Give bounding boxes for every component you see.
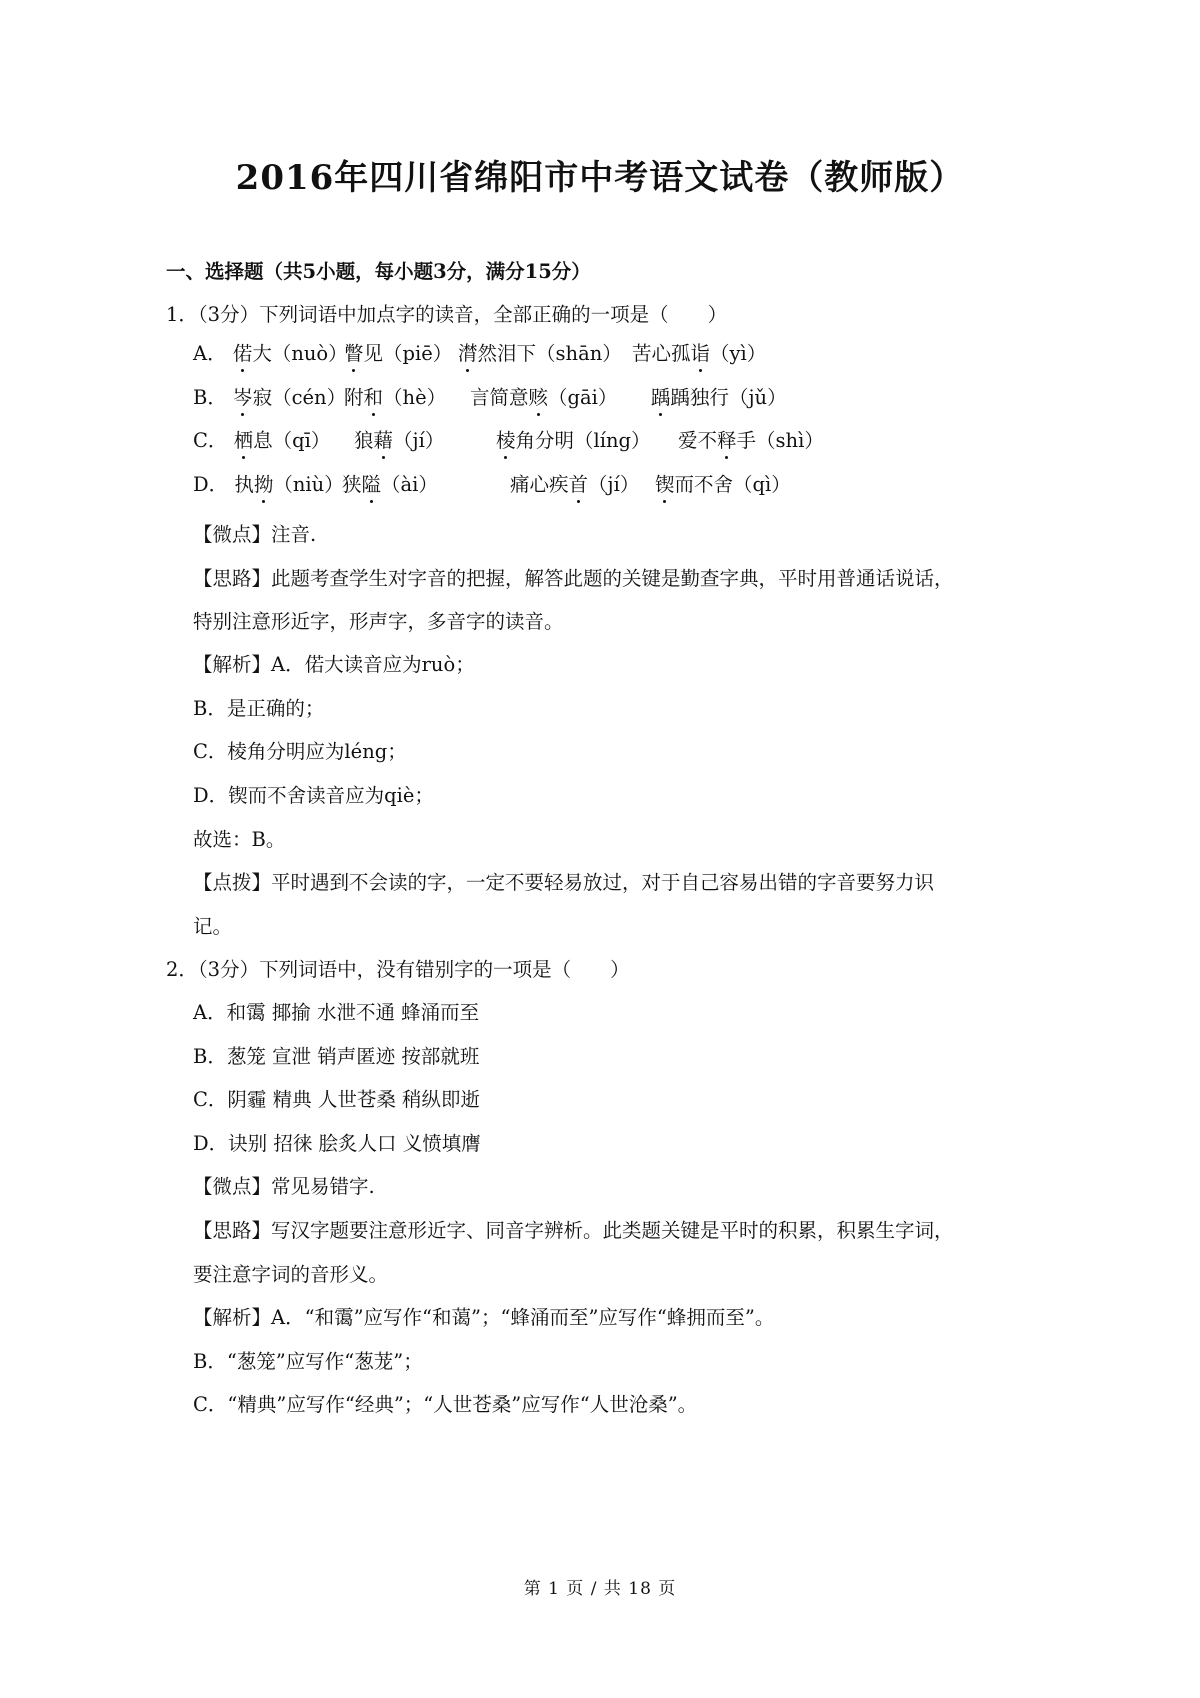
word-prefix: 痛心疾 [510,473,569,496]
dotted-character: 棱 [496,429,516,452]
word-prefix: 言简意 [470,386,529,409]
q1-b-word-3-wrap [470,388,617,408]
word-suffix-with-pinyin: 寂（cén） [252,386,347,409]
q1-a-word-2-wrap [344,344,452,364]
dotted-character: 岑 [233,386,253,409]
dotted-character: 隘 [361,473,382,496]
q1-jiexi-c: C．棱角分明应为léng； [193,740,407,763]
q1-dianbo [193,873,934,893]
q1-a-word-3-wrap [458,344,622,364]
weidian-text: 注音. [271,523,317,546]
q2-jiexi [193,1308,774,1328]
dotted-character: 和 [363,386,384,409]
q1-answer: 故选：B。 [193,828,286,851]
q1-a-word-4 [632,342,766,365]
dotted-character: 栖 [233,429,254,452]
q1-a-word-4-wrap [632,344,766,364]
word-suffix-with-pinyin: 息（qī） [253,429,331,452]
q1-b-word-4 [651,386,787,409]
q1-silu-cont: 特别注意形近字，形声字，多音字的读音。 [193,610,564,633]
q1-weidian [193,525,316,545]
word-suffix-with-pinyin: （gāi） [548,386,618,409]
word-suffix-with-pinyin: 而不舍（qì） [674,473,791,496]
q1-a-word-2 [344,342,452,365]
word-suffix-with-pinyin: 见（piē） [363,342,453,365]
silu-text: 此题考查学生对字音的把握，解答此题的关键是勤查字典，平时用普通话说话， [271,567,954,590]
q1-silu [193,569,954,589]
dotted-character: 拗 [253,473,274,496]
silu-text: 写汉字题要注意形近字、同音字辨析。此类题关键是平时的积累，积累生字词， [271,1219,954,1242]
jiexi-text: A．“和霭”应写作“和蔼”；“蜂涌而至”应写作“蜂拥而至”。 [271,1306,775,1329]
q1-jiexi-b: B．是正确的； [193,697,325,720]
q2-stem: 2．（3分）下列词语中，没有错别字的一项是（ ） [166,958,630,981]
word-suffix-with-pinyin: （niù） [273,473,344,496]
word-prefix: 附 [344,386,364,409]
q1-jiexi [193,655,475,675]
q1-jiexi-d: D．锲而不舍读音应为qiè； [193,784,434,807]
dotted-character: 踽 [651,386,671,409]
q1-option-c [193,431,330,451]
q1-b-word-1 [233,386,346,409]
q1-d-word-2 [342,473,438,496]
dotted-character: 赅 [528,386,549,409]
dianbo-text: 平时遇到不会读的字，一定不要轻易放过，对于自己容易出错的字音要努力识 [271,871,935,894]
jiexi-tag: 【解析】 [193,1306,272,1329]
q1-b-word-2 [344,386,446,409]
q2-jiexi-b: B．“葱笼”应写作“葱茏”； [193,1350,423,1373]
option-letter: C． [193,429,228,452]
word-prefix: 狼 [354,429,374,452]
q1-stem: 1．（3分）下列词语中加点字的读音，全部正确的一项是（ ） [166,303,728,326]
dotted-character: 首 [568,473,589,496]
section-heading: 一、选择题（共5小题，每小题3分，满分15分） [166,260,591,283]
document-title: 2016年四川省绵阳市中考语文试卷（教师版） [235,158,965,198]
q1-d-word-4 [655,473,791,496]
q1-a-word-1 [233,342,348,365]
word-suffix-with-pinyin: 然泪下（shān） [477,342,622,365]
q1-c-word-2 [354,429,444,452]
q2-weidian [193,1177,375,1197]
dotted-character: 释 [717,429,737,452]
q1-option-b [193,388,346,408]
jiexi-text: A．偌大读音应为ruò； [271,653,475,676]
q2-jiexi-c: C．“精典”应写作“经典”；“人世苍桑”应写作“人世沧桑”。 [193,1393,698,1416]
q2-option-d: D．诀别 招徕 脍炙人口 义愤填膺 [193,1132,481,1155]
dotted-character: 锲 [655,473,675,496]
dotted-character: 偌 [232,342,253,365]
word-suffix-with-pinyin: （jí） [393,429,445,452]
dianbo-tag: 【点拨】 [193,871,272,894]
q1-option-d [193,475,344,495]
q1-option-a [193,344,348,364]
option-letter: B． [193,386,227,409]
silu-tag: 【思路】 [193,567,272,590]
q2-silu-cont: 要注意字词的音形义。 [193,1263,389,1286]
q1-c-word-1 [234,429,331,452]
dotted-character: 瞥 [344,342,364,365]
q1-c-word-4-wrap [678,431,824,451]
word-prefix: 狭 [342,473,362,496]
word-prefix: 执 [234,473,254,496]
q1-d-word-4-wrap [655,475,791,495]
word-suffix-with-pinyin: （jí） [588,473,640,496]
q2-option-a: A．和霭 揶揄 水泄不通 蜂涌而至 [193,1001,480,1024]
q2-option-c: C．阴霾 精典 人世苍桑 稍纵即逝 [193,1088,481,1111]
word-suffix-with-pinyin: 手（shì） [736,429,824,452]
word-suffix-with-pinyin: 踽独行（jǔ） [670,386,787,409]
q1-d-word-2-wrap [342,475,438,495]
weidian-text: 常见易错字. [271,1175,375,1198]
option-letter: D． [193,473,229,496]
q1-a-word-3 [458,342,622,365]
dotted-character: 诣 [690,342,711,365]
q1-c-word-4 [678,429,824,452]
word-prefix: 爱不 [678,429,718,452]
jiexi-tag: 【解析】 [193,653,272,676]
q1-d-word-3 [510,473,639,496]
word-suffix-with-pinyin: （hè） [383,386,447,409]
dotted-character: 潸 [458,342,478,365]
q1-d-word-1 [234,473,343,496]
silu-tag: 【思路】 [193,1219,272,1242]
word-suffix-with-pinyin: 角分明（líng） [515,429,651,452]
q1-b-word-2-wrap [344,388,446,408]
q1-dianbo-cont: 记。 [193,915,233,938]
word-suffix-with-pinyin: 大（nuò） [252,342,348,365]
q2-option-b: B．葱笼 宣泄 销声匿迹 按部就班 [193,1045,480,1068]
q1-b-word-3 [470,386,617,409]
weidian-tag: 【微点】 [193,1175,272,1198]
option-letter: A． [193,342,227,365]
q2-silu [193,1221,954,1241]
q1-c-word-2-wrap [354,431,444,451]
q1-b-word-4-wrap [651,388,787,408]
weidian-tag: 【微点】 [193,523,272,546]
q1-d-word-3-wrap [510,475,639,495]
word-suffix-with-pinyin: （yì） [710,342,767,365]
q1-c-word-3 [496,429,651,452]
word-prefix: 苦心孤 [632,342,691,365]
q1-c-word-3-wrap [496,431,651,451]
page-footer: 第 1 页 / 共 18 页 [523,1579,677,1599]
dotted-character: 藉 [373,429,394,452]
word-suffix-with-pinyin: （ài） [381,473,438,496]
